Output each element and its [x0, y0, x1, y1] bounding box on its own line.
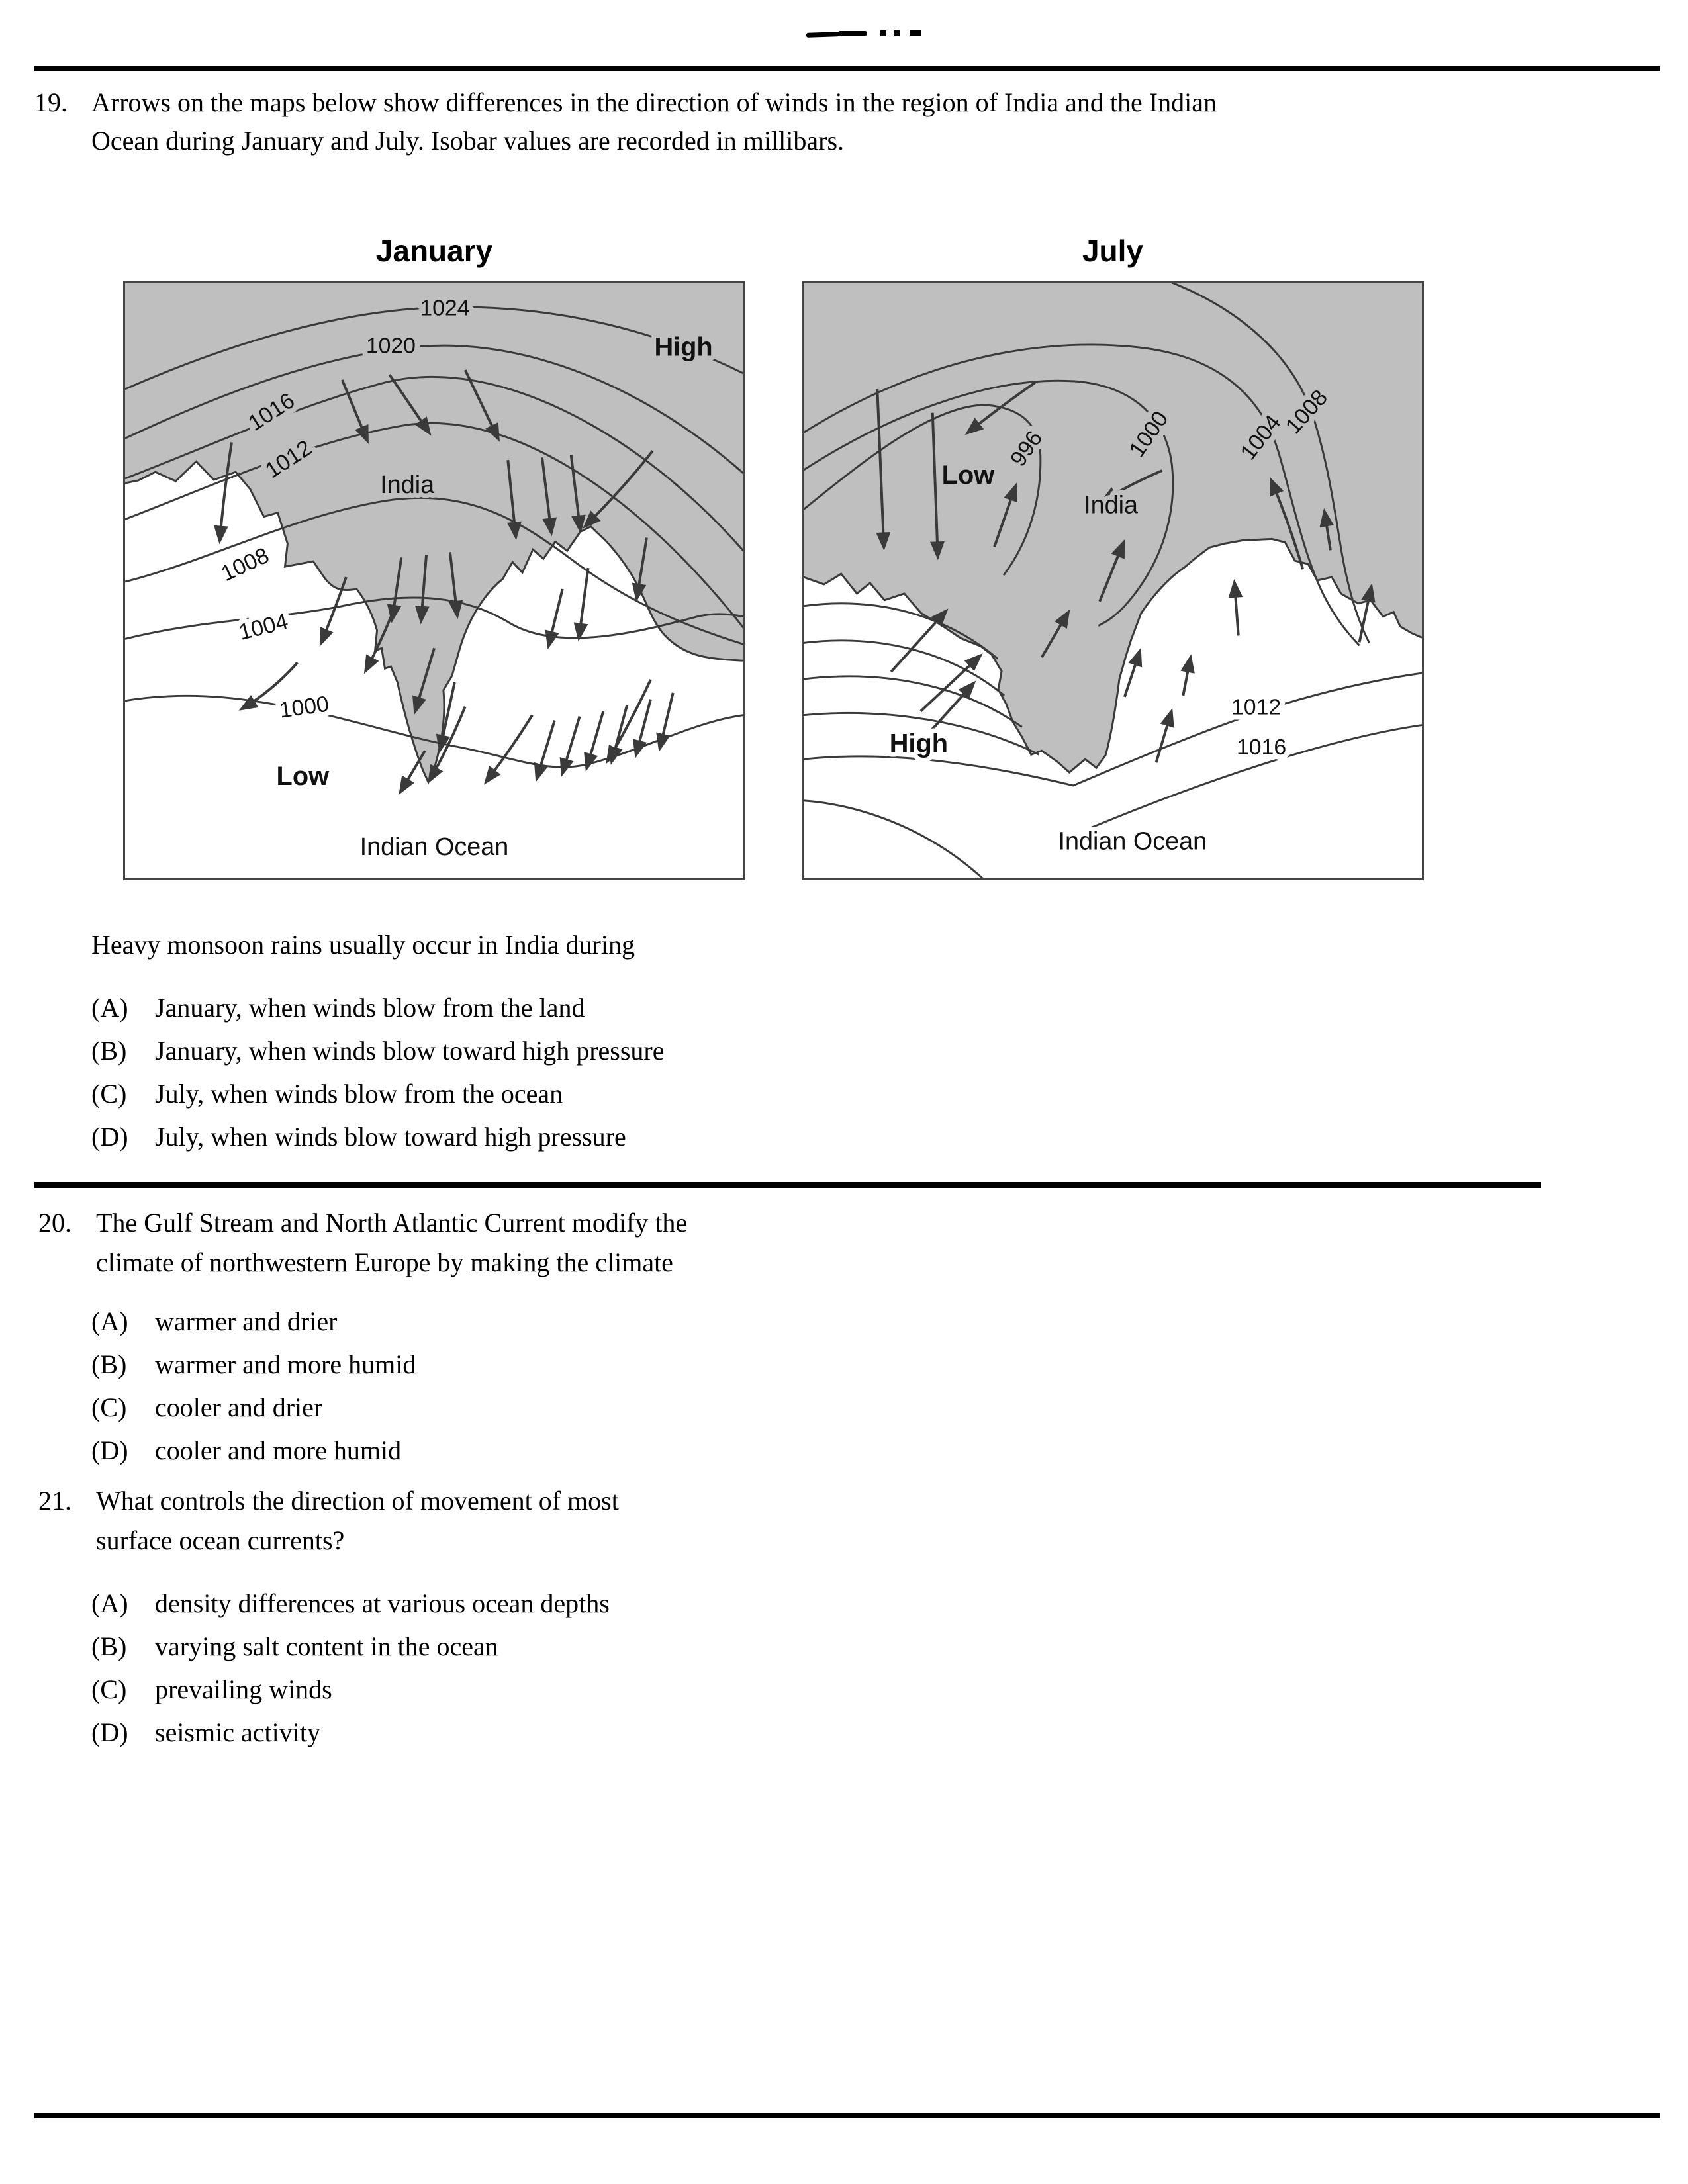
choice-row	[91, 1343, 416, 1386]
choice-text-c: prevailing winds	[155, 1674, 332, 1704]
question-21-number: 21.	[38, 1486, 71, 1516]
isobar-label-1004: 1004	[236, 608, 291, 645]
question-20-line-2: climate of northwestern Europe by making the climate	[96, 1248, 673, 1277]
cropped-header-fragment	[806, 28, 932, 38]
question-19-line-2: Ocean during January and July. Isobar values are recorded in millibars.	[91, 126, 845, 156]
wind-arrow	[587, 711, 604, 768]
choice-row	[91, 1115, 664, 1158]
choice-row	[91, 1711, 610, 1754]
choice-row	[91, 1668, 610, 1711]
july-map	[802, 281, 1424, 880]
choice-label-a: (A)	[91, 1588, 128, 1618]
january-landmass	[125, 283, 743, 782]
question-21-choices	[91, 1582, 610, 1754]
isobar-label-1008: 1008	[1280, 385, 1333, 439]
choice-row	[91, 1429, 416, 1472]
isobar-label-1020: 1020	[365, 333, 416, 359]
india-label: India	[1084, 490, 1138, 519]
low-pressure-label: Low	[941, 460, 995, 490]
choice-row	[91, 1386, 416, 1429]
choice-label-d: (D)	[91, 1122, 128, 1152]
question-19	[34, 83, 1217, 160]
july-map-svg	[804, 283, 1422, 878]
wind-arrow	[921, 656, 980, 711]
wind-arrow	[1125, 651, 1140, 697]
question-19-stem: Heavy monsoon rains usually occur in India during	[91, 930, 635, 960]
indian-ocean-label: Indian Ocean	[1058, 827, 1207, 855]
question-21-line-2: surface ocean currents?	[96, 1525, 345, 1555]
choice-text-a: January, when winds blow from the land	[155, 993, 585, 1023]
choice-text-a: warmer and drier	[155, 1306, 338, 1336]
july-map-title: July	[1082, 234, 1144, 268]
wind-arrow	[486, 715, 532, 782]
wind-arrow	[400, 751, 425, 792]
question-19-line-1: Arrows on the maps below show differences in the direction of winds in the region of India and the Indian	[91, 87, 1217, 117]
choice-text-d: seismic activity	[155, 1717, 320, 1747]
mid-divider-rule	[34, 1182, 1541, 1188]
choice-label-c: (C)	[91, 1079, 127, 1109]
question-21-line-1: What controls the direction of movement of most	[96, 1486, 619, 1516]
january-map-svg	[125, 283, 743, 878]
question-20	[38, 1203, 687, 1283]
wind-arrow	[563, 717, 580, 773]
choice-text-c: July, when winds blow from the ocean	[155, 1079, 563, 1109]
wind-arrow	[579, 568, 588, 637]
isobar-label-1012: 1012	[1231, 694, 1282, 720]
top-divider-rule	[34, 66, 1660, 71]
ocean-isobar-line	[804, 641, 1004, 696]
july-landmass	[804, 283, 1422, 772]
question-21	[38, 1481, 619, 1561]
choice-text-b: varying salt content in the ocean	[155, 1631, 498, 1661]
header-mark	[894, 30, 900, 36]
january-map	[123, 281, 745, 880]
wind-arrow	[1156, 712, 1172, 762]
choice-label-a: (A)	[91, 993, 128, 1023]
high-pressure-label: High	[654, 332, 713, 362]
choice-label-c: (C)	[91, 1392, 127, 1422]
choice-row	[91, 1625, 610, 1668]
choice-text-a: density differences at various ocean depths	[155, 1588, 610, 1618]
choice-label-b: (B)	[91, 1631, 127, 1661]
wind-arrow	[1183, 658, 1190, 696]
choice-row	[91, 1029, 664, 1072]
isobar-label-1000: 1000	[1124, 406, 1174, 462]
choice-label-c: (C)	[91, 1674, 127, 1704]
question-20-choices	[91, 1300, 416, 1472]
question-20-number: 20.	[38, 1208, 71, 1238]
choice-text-d: July, when winds blow toward high pressure	[155, 1122, 626, 1152]
isobar-label-1016: 1016	[1236, 735, 1287, 760]
choice-label-d: (D)	[91, 1435, 128, 1465]
choice-row	[91, 1300, 416, 1343]
question-20-line-1: The Gulf Stream and North Atlantic Current modify the	[96, 1208, 688, 1238]
wind-arrow	[891, 612, 945, 672]
isobar-label-996: 996	[1005, 426, 1048, 471]
choice-row	[91, 1582, 610, 1625]
ocean-isobar-line	[804, 801, 982, 878]
isobar-label-1016: 1016	[244, 388, 299, 436]
wind-arrow	[660, 693, 673, 748]
high-pressure-label: High	[889, 729, 949, 758]
choice-text-c: cooler and drier	[155, 1392, 323, 1422]
header-mark	[880, 30, 886, 36]
wind-arrow	[1235, 583, 1239, 635]
choice-text-b: warmer and more humid	[155, 1349, 416, 1379]
isobar-label-1008: 1008	[217, 542, 273, 587]
question-19-choices	[91, 986, 664, 1158]
indian-ocean-label: Indian Ocean	[359, 833, 509, 861]
question-19-number: 19.	[34, 87, 68, 117]
header-mark	[910, 30, 921, 36]
choice-label-b: (B)	[91, 1349, 127, 1379]
choice-label-b: (B)	[91, 1036, 127, 1066]
isobar-label-1000: 1000	[277, 691, 331, 723]
choice-row	[91, 986, 664, 1029]
january-map-title: January	[375, 234, 493, 268]
bottom-divider-rule	[34, 2113, 1660, 2118]
choice-text-d: cooler and more humid	[155, 1435, 402, 1465]
wind-arrow	[932, 684, 974, 730]
isobar-label-1012: 1012	[261, 435, 316, 484]
india-label: India	[380, 470, 435, 498]
isobar-label-1024: 1024	[420, 295, 470, 321]
choice-label-a: (A)	[91, 1306, 128, 1336]
choice-row	[91, 1072, 664, 1115]
choice-text-b: January, when winds blow toward high pressure	[155, 1036, 665, 1066]
choice-label-d: (D)	[91, 1717, 128, 1747]
wind-arrow	[537, 721, 555, 778]
isobar-label-1004: 1004	[1235, 410, 1286, 465]
header-mark	[838, 31, 867, 36]
header-mark	[806, 32, 839, 38]
low-pressure-label: Low	[276, 761, 329, 791]
